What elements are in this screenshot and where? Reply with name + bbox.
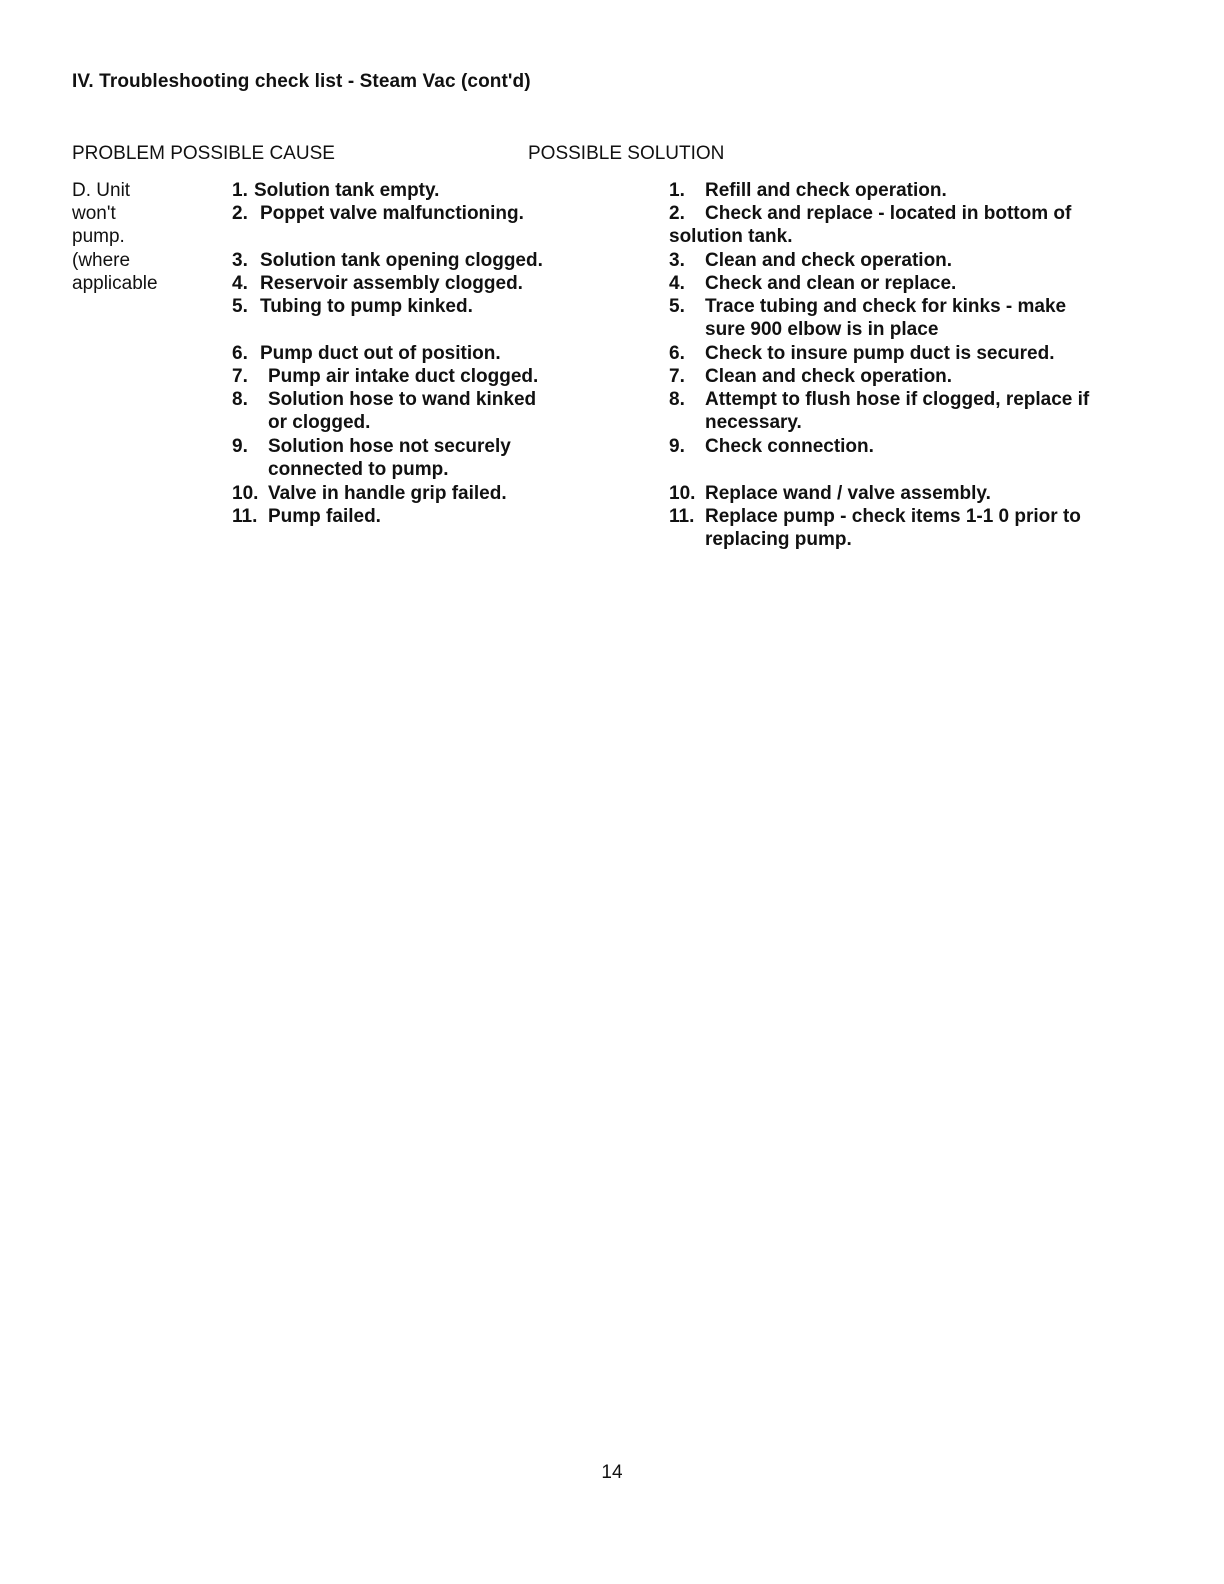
cause-text: Solution tank opening clogged. <box>260 250 543 271</box>
problem-line: pump. <box>72 226 125 247</box>
cause-text: Solution hose not securely <box>268 436 511 457</box>
solution-text: Check to insure pump duct is secured. <box>705 343 1055 364</box>
solution-number: 3. <box>669 250 685 271</box>
cause-number: 3. <box>232 250 248 271</box>
cause-number: 10. <box>232 483 259 504</box>
solution-text: Replace pump - check items 1-1 0 prior to <box>705 506 1081 527</box>
cause-text: Pump air intake duct clogged. <box>268 366 539 387</box>
solution-number: 5. <box>669 296 685 317</box>
problem-line: D. Unit <box>72 180 131 201</box>
cause-text: Reservoir assembly clogged. <box>260 273 523 294</box>
cause-number: 5. <box>232 296 248 317</box>
page-number: 14 <box>601 1462 623 1483</box>
solution-number: 7. <box>669 366 685 387</box>
cause-number: 6. <box>232 343 248 364</box>
solution-text: Check connection. <box>705 436 874 457</box>
solution-number: 9. <box>669 436 685 457</box>
solution-text-continued: sure 900 elbow is in place <box>705 319 939 340</box>
solution-number: 6. <box>669 343 685 364</box>
cause-number: 4. <box>232 273 248 294</box>
solution-text: Check and replace - located in bottom of <box>705 203 1072 224</box>
cause-text: Pump duct out of position. <box>260 343 501 364</box>
solution-text: Check and clean or replace. <box>705 273 957 294</box>
solution-number: 11. <box>669 506 695 527</box>
solution-text: Refill and check operation. <box>705 180 947 201</box>
cause-text: Valve in handle grip failed. <box>268 483 507 504</box>
solution-text: Clean and check operation. <box>705 250 953 271</box>
cause-number: 7. <box>232 366 248 387</box>
solution-text: Trace tubing and check for kinks - make <box>705 296 1067 317</box>
cause-number: 2. <box>232 203 248 224</box>
problem-line: won't <box>72 203 116 224</box>
solution-text: Attempt to flush hose if clogged, replace if <box>705 389 1090 410</box>
header-solution: POSSIBLE SOLUTION <box>528 143 725 164</box>
solution-number: 10. <box>669 483 696 504</box>
solution-number: 8. <box>669 389 685 410</box>
solution-number: 4. <box>669 273 685 294</box>
cause-number: 8. <box>232 389 248 410</box>
cause-number: 11. <box>232 506 258 527</box>
solution-number: 2. <box>669 203 685 224</box>
cause-text: Solution tank empty. <box>254 180 440 201</box>
solution-text: Replace wand / valve assembly. <box>705 483 991 504</box>
cause-number: 1. <box>232 180 248 201</box>
cause-number: 9. <box>232 436 248 457</box>
cause-text: Solution hose to wand kinked <box>268 389 537 410</box>
solution-text-continued: necessary. <box>705 412 802 433</box>
problem-line: (where <box>72 250 131 271</box>
cause-text-continued: connected to pump. <box>268 459 449 480</box>
problem-line: applicable <box>72 273 158 294</box>
header-problem-cause: PROBLEM POSSIBLE CAUSE <box>72 143 335 164</box>
page-title: IV. Troubleshooting check list - Steam Vac (cont'd) <box>72 71 531 92</box>
solution-text: Clean and check operation. <box>705 366 953 387</box>
cause-text: Tubing to pump kinked. <box>260 296 473 317</box>
solution-text-continued: replacing pump. <box>705 529 852 550</box>
cause-text: Poppet valve malfunctioning. <box>260 203 524 224</box>
cause-text-continued: or clogged. <box>268 412 371 433</box>
solution-number: 1. <box>669 180 685 201</box>
cause-text: Pump failed. <box>268 506 381 527</box>
solution-text-continued: solution tank. <box>669 226 793 247</box>
